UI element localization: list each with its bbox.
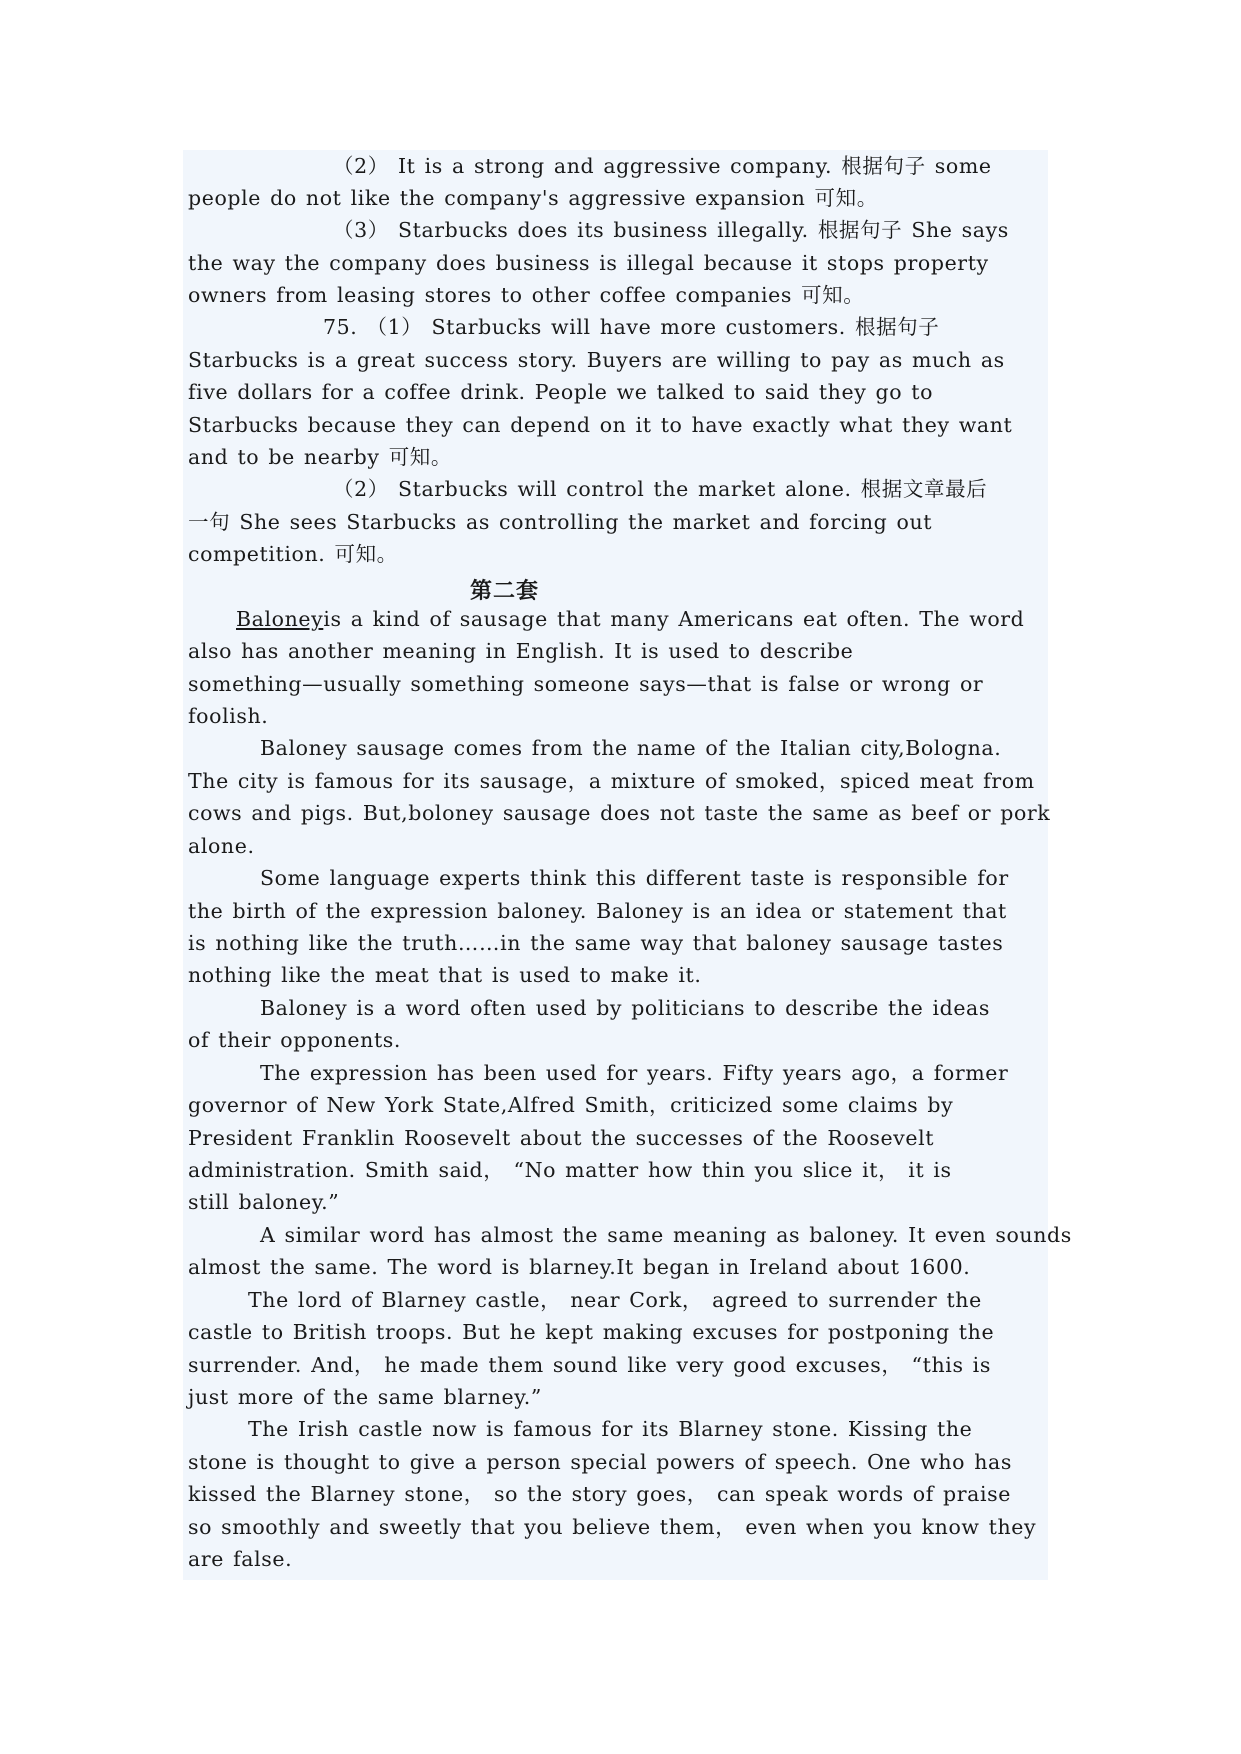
- section-heading: 第二套: [470, 578, 540, 604]
- passage-line: Some language experts think this different taste is responsible for: [260, 866, 1009, 890]
- passage-line: alone.: [188, 834, 255, 858]
- answer-line: competition. 可知。: [188, 542, 398, 566]
- answer-line: Starbucks is a great success story. Buyers are willing to pay as much as: [188, 348, 1005, 372]
- passage-line: The city is famous for its sausage，a mixture of smoked，spiced meat from: [188, 769, 1035, 793]
- passage-line: castle to British troops. But he kept making excuses for postponing the: [188, 1320, 995, 1344]
- passage-line: administration. Smith said， “No matter how thin you slice it， it is: [188, 1158, 952, 1182]
- passage-line: The lord of Blarney castle， near Cork， agreed to surrender the: [248, 1288, 982, 1312]
- baloney-underlined-word: Baloney: [236, 607, 324, 631]
- answer-line: （3） Starbucks does its business illegally. 根据句子 She says: [333, 218, 1009, 242]
- passage-line: Baloney sausage comes from the name of the Italian city,Bologna.: [260, 736, 1002, 760]
- passage-line: A similar word has almost the same meaning as baloney. It even sounds: [260, 1223, 1072, 1247]
- passage-line: almost the same. The word is blarney.It began in Ireland about 1600.: [188, 1255, 971, 1279]
- answer-line: 一句 She sees Starbucks as controlling the market and forcing out: [188, 510, 933, 534]
- passage-line: also has another meaning in English. It is used to describe: [188, 639, 854, 663]
- answer-line: five dollars for a coffee drink. People we talked to said they go to: [188, 380, 934, 404]
- passage-line: the birth of the expression baloney. Baloney is an idea or statement that: [188, 899, 1007, 923]
- passage-line: is nothing like the truth……in the same way that baloney sausage tastes: [188, 931, 1004, 955]
- passage-line: kissed the Blarney stone， so the story goes， can speak words of praise: [188, 1482, 1012, 1506]
- answer-line: 75. （1） Starbucks will have more customers. 根据句子: [323, 315, 940, 339]
- passage-line: of their opponents.: [188, 1028, 402, 1052]
- passage-line: The Irish castle now is famous for its Blarney stone. Kissing the: [248, 1417, 973, 1441]
- passage-line: The expression has been used for years. Fifty years ago，a former: [260, 1061, 1009, 1085]
- answer-line: （2） Starbucks will control the market alone. 根据文章最后: [333, 477, 988, 501]
- passage-line: nothing like the meat that is used to make it.: [188, 963, 702, 987]
- passage-line: surrender. And， he made them sound like very good excuses， “this is: [188, 1353, 991, 1377]
- passage-line: something—usually something someone says—that is false or wrong or: [188, 672, 984, 696]
- passage-first-line: [236, 603, 1024, 635]
- answer-line: and to be nearby 可知。: [188, 445, 453, 469]
- passage-line: so smoothly and sweetly that you believe them， even when you know they: [188, 1515, 1037, 1539]
- passage-line: President Franklin Roosevelt about the successes of the Roosevelt: [188, 1126, 935, 1150]
- passage-line: foolish.: [188, 704, 269, 728]
- answer-line: the way the company does business is illegal because it stops property: [188, 251, 989, 275]
- passage-line: stone is thought to give a person special powers of speech. One who has: [188, 1450, 1012, 1474]
- passage-text: is a kind of sausage that many Americans eat often. The word: [323, 607, 1025, 631]
- answer-line: owners from leasing stores to other coffee companies 可知。: [188, 283, 865, 307]
- answer-line: （2） It is a strong and aggressive company. 根据句子 some: [333, 154, 992, 178]
- passage-line: just more of the same blarney.”: [188, 1385, 542, 1409]
- answer-line: people do not like the company's aggressive expansion 可知。: [188, 186, 878, 210]
- answer-line: Starbucks because they can depend on it to have exactly what they want: [188, 413, 1013, 437]
- passage-line: cows and pigs. But,boloney sausage does not taste the same as beef or pork: [188, 801, 1051, 825]
- passage-line: governor of New York State,Alfred Smith，criticized some claims by: [188, 1093, 954, 1117]
- passage-line: Baloney is a word often used by politicians to describe the ideas: [260, 996, 991, 1020]
- passage-line: still baloney.”: [188, 1190, 340, 1214]
- passage-line: are false.: [188, 1547, 293, 1571]
